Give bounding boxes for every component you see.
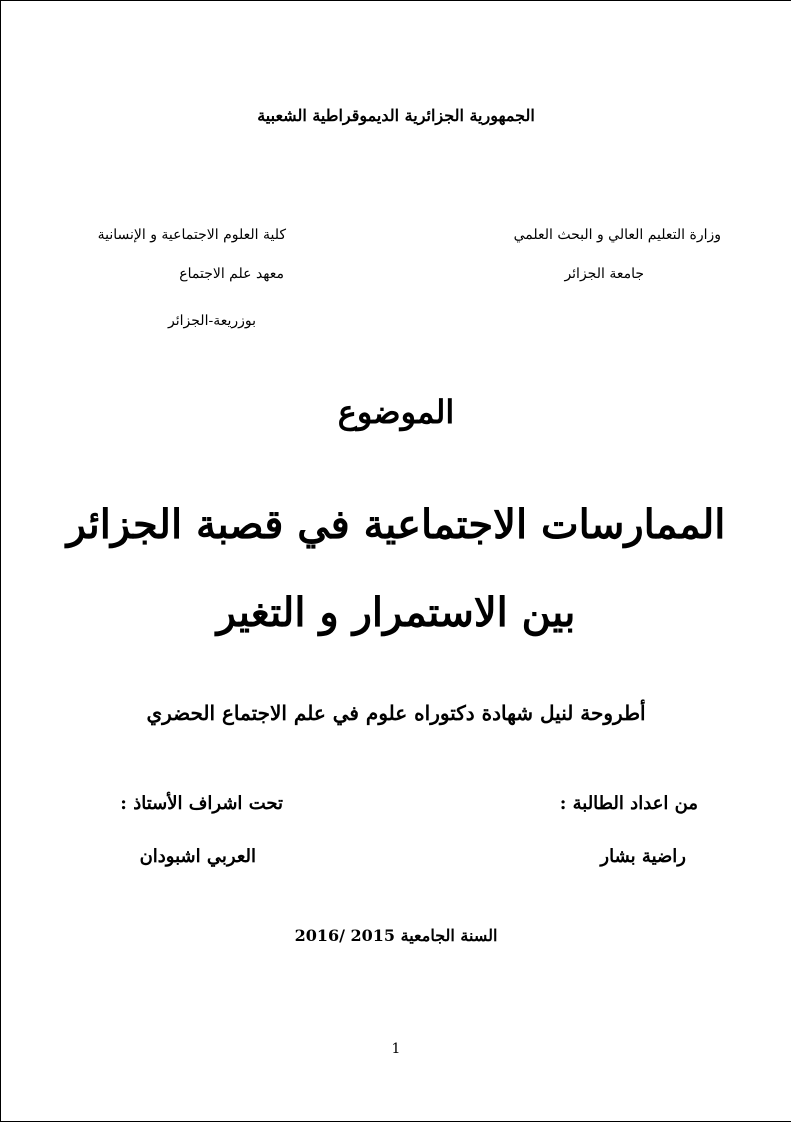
supervised-by-label: تحت اشراف الأستاذ : [120, 793, 283, 814]
ministry-name: وزارة التعليم العالي و البحث العلمي [513, 227, 721, 243]
university-name: جامعة الجزائر [564, 266, 644, 282]
institution-location: بوزريعة-الجزائر [168, 313, 256, 329]
student-name: راضية بشار [600, 846, 686, 867]
prepared-by-label: من اعداد الطالبة : [559, 793, 698, 814]
institute-name: معهد علم الاجتماع [179, 266, 284, 282]
supervisor-name: العربي اشبودان [139, 846, 256, 867]
thesis-title-line-1: الممارسات الاجتماعية في قصبة الجزائر [66, 501, 726, 548]
academic-year: السنة الجامعية 2015 /2016 [294, 926, 498, 945]
subject-label: الموضوع [337, 393, 455, 431]
thesis-title-line-2: بين الاستمرار و التغير [216, 589, 576, 636]
thesis-description: أطروحة لنيل شهادة دكتوراه علوم في علم الاجتماع الحضري [146, 701, 646, 725]
republic-header: الجمهورية الجزائرية الديموقراطية الشعبية [257, 106, 535, 125]
faculty-name: كلية العلوم الاجتماعية و الإنسانية [97, 227, 286, 243]
page-number: 1 [391, 1041, 401, 1057]
